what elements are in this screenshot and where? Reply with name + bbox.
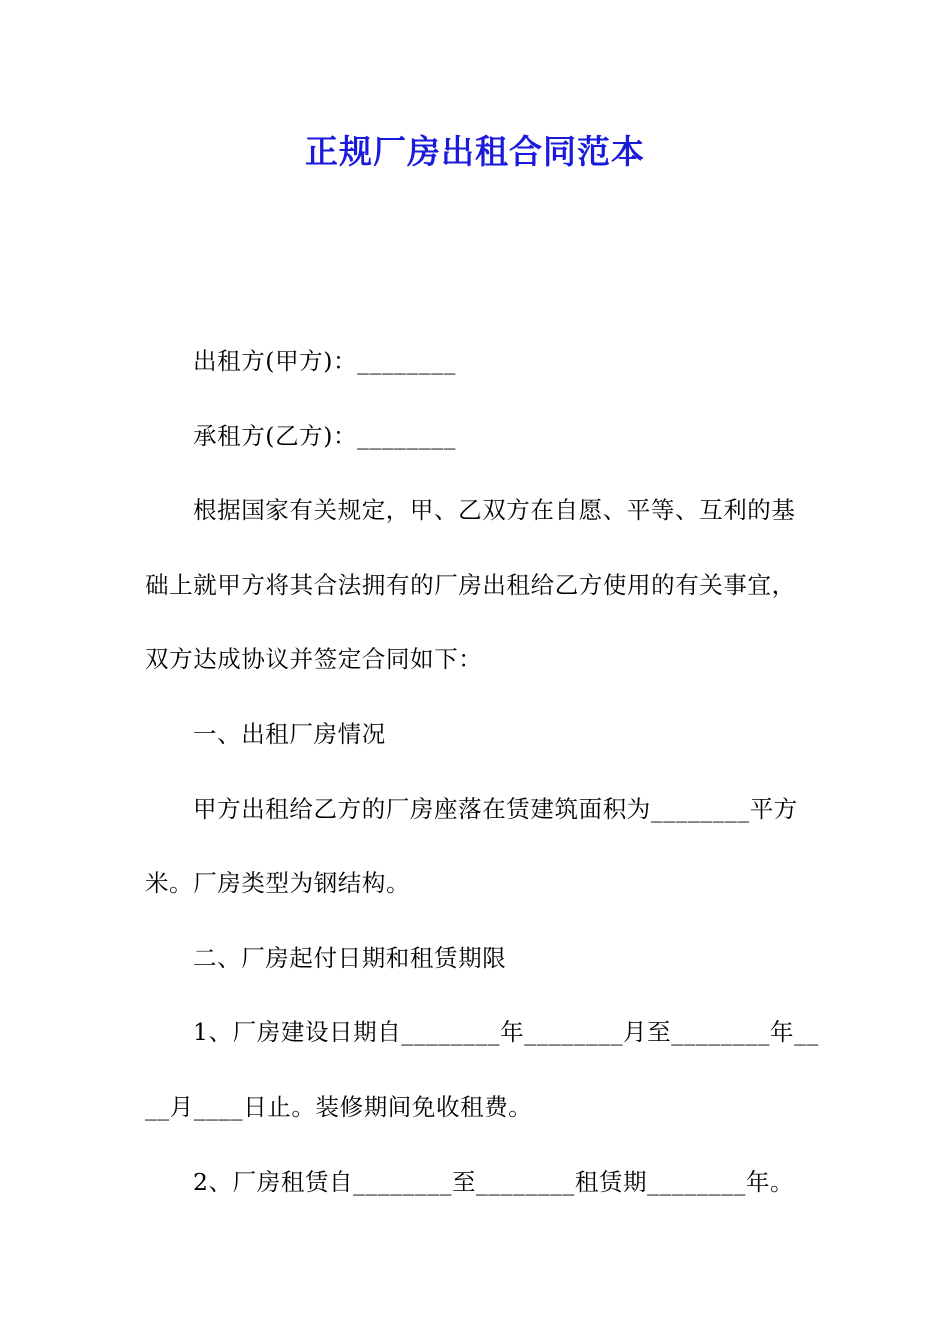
body-line-lessee: 承租方(乙方)：________ <box>193 421 456 450</box>
section-heading-1: 一、出租厂房情况 <box>193 719 386 748</box>
section-heading-2: 二、厂房起付日期和租赁期限 <box>193 943 507 972</box>
body-line-area-1: 甲方出租给乙方的厂房座落在赁建筑面积为________平方 <box>193 794 798 823</box>
body-line-dates-2: __月____日止。装修期间免收租费。 <box>145 1092 533 1121</box>
document-body <box>145 340 819 1235</box>
body-line-preamble-1: 根据国家有关规定，甲、乙双方在自愿、平等、互利的基 <box>193 496 796 525</box>
body-line-area-2: 米。厂房类型为钢结构。 <box>145 869 411 898</box>
body-line-preamble-3: 双方达成协议并签定合同如下： <box>145 645 483 674</box>
body-line-lessor: 出租方(甲方)：________ <box>193 347 456 375</box>
body-line-dates-1: 1、厂房建设日期自________年________月至________年__ <box>193 1018 819 1047</box>
document-title: 正规厂房出租合同范本 <box>305 132 645 171</box>
body-line-preamble-2: 础上就甲方将其合法拥有的厂房出租给乙方使用的有关事宜， <box>145 570 796 599</box>
body-line-lease-term: 2、厂房租赁自________至________租赁期________年。 <box>193 1167 795 1196</box>
